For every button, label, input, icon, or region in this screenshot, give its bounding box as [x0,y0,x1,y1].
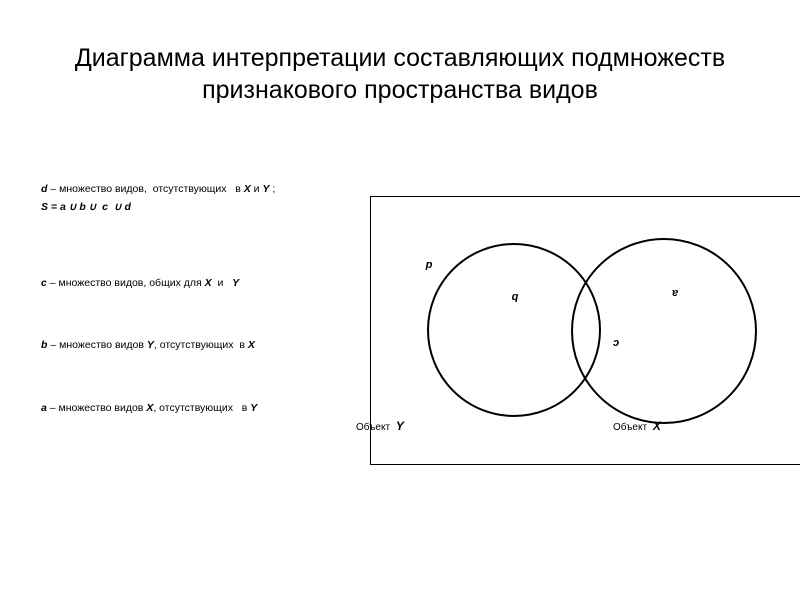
legend-b-text: – множество видов [47,339,147,351]
title-line-2: признакового пространства видов [202,76,598,104]
universe-rectangle [371,197,800,465]
title-line-1: Диаграмма интерпретации составляющих подмножеств [74,44,726,72]
legend-c-x: X [204,277,212,289]
legend-a-mid: , отсутствующих в [153,402,251,414]
object-y-circle [428,244,600,416]
object-y-symbol: Y [395,419,404,433]
legend-d-end: ; [269,183,276,195]
region-b-label: b [511,291,519,303]
legend-d-x: X [243,183,251,195]
legend-c-text: – множество видов, общих для [46,277,205,289]
legend-d-y: Y [262,183,270,195]
legend-c-y: Y [232,277,240,289]
object-x-symbol: X [652,419,661,433]
region-a-label: a [671,287,679,299]
region-d-label: d [425,259,433,271]
legend-b-symbol: b [41,339,48,351]
legend-a-symbol: a [41,402,47,414]
legend-d-text: – множество видов, отсутствующих в [47,183,244,195]
legend-a-y: Y [250,402,258,414]
object-y-caption [356,419,405,433]
object-x-word: Объект [613,422,650,433]
legend-b-x: X [247,339,255,351]
region-c-label: c [612,337,620,349]
legend-b-mid: , отсутствующих в [153,339,248,351]
legend-d-mid: и [250,183,263,195]
legend-c-mid: и [211,277,233,289]
object-y-word: Объект [356,422,393,433]
legend-a-x: X [146,402,154,414]
legend-b-y: Y [146,339,154,351]
legend-s-text: S = a ∪ b ∪ c ∪ d [41,201,131,213]
legend-c-symbol: c [41,277,47,289]
legend-a-text: – множество видов [46,402,147,414]
object-x-caption [613,419,662,433]
legend-d-symbol: d [41,183,48,195]
